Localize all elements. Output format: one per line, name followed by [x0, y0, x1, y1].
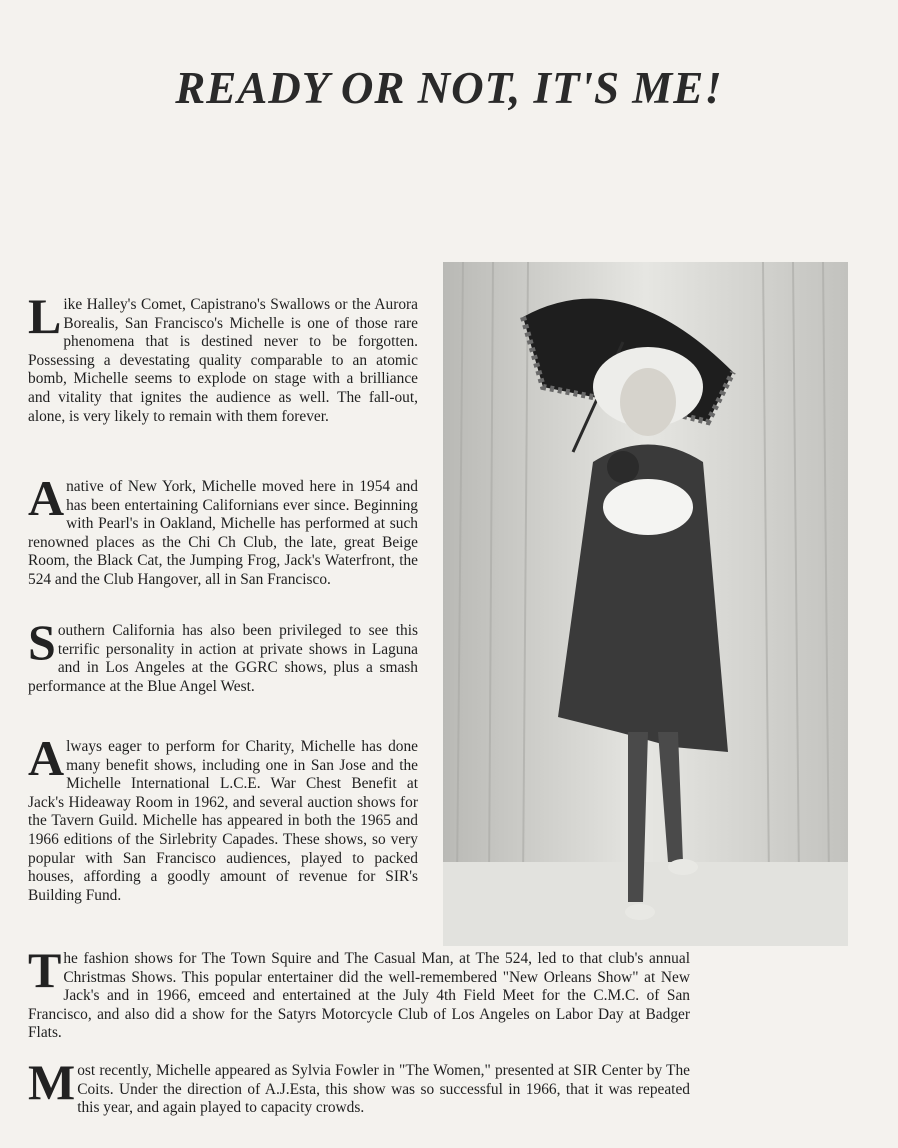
paragraph-new-york: [28, 470, 418, 590]
drop-cap: A: [28, 470, 65, 526]
paragraph-halleys-comet: [28, 288, 418, 426]
drop-cap: A: [28, 730, 65, 786]
portrait-photo: [443, 262, 848, 946]
drop-cap: T: [28, 942, 62, 998]
small-dog: [603, 479, 693, 535]
paragraph-charity: [28, 730, 418, 905]
paragraph-southern-california: [28, 614, 418, 696]
paragraph-text: ike Halley's Comet, Capistrano's Swallows or the Aurora Borealis, San Francisco's Michelle is one of those rare phenomena that is destined never to be forgotten. Possessing a devestating quality comparable to an atomic bomb, Michelle seems to explode on stage with a brilliance and vitality that ignites the audience as well. The fall-out, alone, is very likely to remain with them forever.: [28, 296, 418, 425]
woman-with-umbrella-photo-icon: [443, 262, 848, 946]
shoe-right: [668, 859, 698, 875]
drop-cap: M: [28, 1054, 76, 1110]
paragraph-most-recently: [28, 1054, 690, 1118]
paragraph-text: native of New York, Michelle moved here in 1954 and has been entertaining Californians ever since. Beginning with Pearl's in Oakland, Michelle has performed at such renowned places as the Chi Ch Club, the late, great Beige Room, the Black Cat, the Jumping Frog, Jack's Waterfront, the 524 and the Club Hangover, all in San Francisco.: [28, 478, 418, 588]
paragraph-fashion-shows: [28, 942, 690, 1043]
page-title: READY OR NOT, IT'S ME!: [175, 63, 723, 113]
floor: [443, 862, 848, 946]
face: [620, 368, 676, 436]
paragraph-text: outhern California has also been privileged to see this terrific personality in action at private shows in Laguna and in Los Angeles at the GGRC shows, plus a smash performance at the Blue Angel West.: [28, 622, 418, 695]
paragraph-text: lways eager to perform for Charity, Michelle has done many benefit shows, including one in San Jose and the Michelle International L.C.E. War Chest Benefit at Jack's Hideaway Room in 1962, and several auction shows for the Tavern Guild. Michelle has appeared in both the 1965 and 1966 editions of the Sirlebrity Capades. These shows, so very popular with San Francisco audiences, played to packed houses, affording a goodly amount of revenue for SIR's Building Fund.: [28, 738, 418, 904]
dog-head: [607, 451, 639, 483]
drop-cap: L: [28, 288, 62, 344]
paragraph-text: he fashion shows for The Town Squire and The Casual Man, at The 524, led to that club's annual Christmas Shows. This popular entertainer did the well-remembered "New Orleans Show" at New Jack's and in 1966, emceed and entertained at the July 4th Field Meet for the C.M.C. of San Francisco, and also did a show for the Satyrs Motorcycle Club of Los Angeles on Labor Day at Badger Flats.: [28, 950, 690, 1042]
paragraph-text: ost recently, Michelle appeared as Sylvia Fowler in "The Women," presented at SIR Center by The Coits. Under the direction of A.J.Esta, this show was so successful in 1966, that it was repeated this year, and again played to capacity crowds.: [77, 1062, 690, 1117]
drop-cap: S: [28, 614, 56, 670]
shoe-left: [625, 904, 655, 920]
